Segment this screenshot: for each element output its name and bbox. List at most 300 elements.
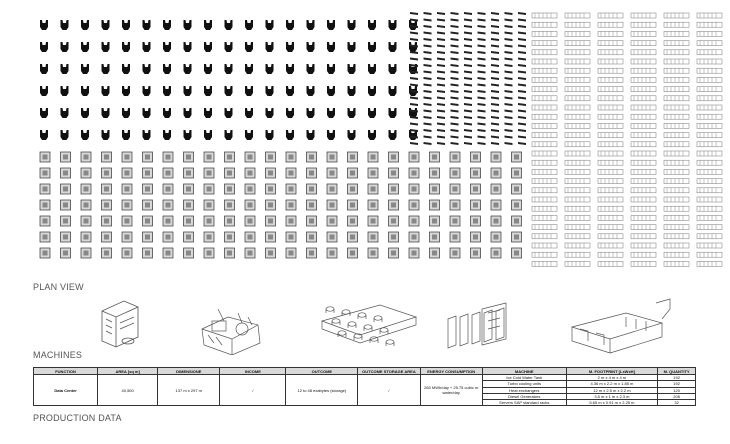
turbo-mark	[491, 19, 499, 22]
tank-mark	[122, 64, 130, 74]
tank-grid	[40, 20, 417, 140]
rack-mark	[664, 68, 689, 73]
generator-mark	[471, 248, 481, 258]
turbo-mark	[478, 123, 486, 126]
tank-mark	[184, 108, 192, 118]
tank-mark	[307, 130, 315, 140]
turbo-unit-grid	[410, 12, 526, 145]
rack-mark	[631, 133, 656, 138]
rack-mark	[664, 261, 689, 266]
turbo-mark	[464, 51, 472, 54]
rack-mark	[697, 105, 722, 110]
generator-mark	[102, 216, 112, 226]
turbo-mark	[437, 142, 445, 145]
turbo-mark	[451, 103, 459, 106]
turbo-mark	[518, 84, 526, 87]
turbo-mark	[424, 25, 432, 28]
rack-mark	[565, 169, 590, 174]
rack-mark	[631, 243, 656, 248]
rack-mark	[565, 41, 590, 46]
rack-mark	[631, 105, 656, 110]
tank-mark	[286, 64, 294, 74]
turbo-mark	[424, 58, 432, 61]
tank-mark	[61, 20, 69, 30]
generator-mark	[266, 216, 276, 226]
generator-mark	[471, 200, 481, 210]
turbo-mark	[464, 38, 472, 41]
tank-mark	[245, 86, 253, 96]
generator-mark	[245, 200, 255, 210]
generator-mark	[204, 168, 214, 178]
rack-mark	[532, 215, 557, 220]
rack-mark	[532, 188, 557, 193]
turbo-mark	[505, 32, 513, 35]
turbo-mark	[518, 90, 526, 93]
rack-mark	[697, 215, 722, 220]
generator-mark	[389, 248, 399, 258]
cell-outcome: 12 to 48 exabytes (storage)	[286, 375, 358, 406]
generator-mark	[409, 184, 419, 194]
generator-mark	[102, 168, 112, 178]
generator-mark	[245, 248, 255, 258]
generator-mark	[204, 152, 214, 162]
turbo-mark	[518, 110, 526, 113]
tank-mark	[163, 86, 171, 96]
tank-mark	[122, 20, 130, 30]
rack-mark	[532, 13, 557, 18]
tank-mark	[389, 130, 397, 140]
turbo-mark	[451, 51, 459, 54]
rack-mark	[631, 13, 656, 18]
turbo-mark	[437, 32, 445, 35]
turbo-mark	[437, 90, 445, 93]
turbo-mark	[478, 38, 486, 41]
tank-mark	[266, 130, 274, 140]
turbo-mark	[464, 84, 472, 87]
cell-footprint: 3.5 m x 1 m x 2.3 m	[566, 393, 658, 399]
rack-mark	[532, 77, 557, 82]
generator-mark	[286, 248, 296, 258]
rack-mark	[697, 59, 722, 64]
rack-mark	[697, 68, 722, 73]
rack-mark	[697, 123, 722, 128]
turbo-mark	[437, 77, 445, 80]
turbo-mark	[451, 19, 459, 22]
plan-view-label: PLAN VIEW	[33, 282, 84, 292]
generator-mark	[143, 152, 153, 162]
turbo-mark	[505, 142, 513, 145]
tank-mark	[143, 130, 151, 140]
turbo-mark	[424, 19, 432, 22]
table-header-row	[34, 368, 696, 375]
tank-mark	[102, 86, 110, 96]
turbo-mark	[410, 77, 418, 80]
turbo-mark	[505, 97, 513, 100]
cell-footprint: 2 m x 4 m x 4 m	[566, 375, 658, 381]
rack-mark	[565, 261, 590, 266]
cell-quantity: 192	[658, 375, 696, 381]
turbo-mark	[451, 38, 459, 41]
turbo-mark	[464, 97, 472, 100]
header-energy: ENERGY CONSUMPTION	[420, 368, 482, 375]
generator-mark	[184, 168, 194, 178]
generator-mark	[184, 184, 194, 194]
generator-mark	[102, 152, 112, 162]
turbo-mark	[491, 97, 499, 100]
tank-mark	[184, 64, 192, 74]
generator-mark	[204, 200, 214, 210]
rack-mark	[532, 243, 557, 248]
turbo-mark	[505, 84, 513, 87]
turbo-mark	[478, 97, 486, 100]
rack-mark	[565, 114, 590, 119]
rack-mark	[598, 105, 623, 110]
turbo-mark	[437, 25, 445, 28]
tank-mark	[163, 42, 171, 52]
generator-mark	[512, 232, 522, 242]
turbo-mark	[464, 77, 472, 80]
turbo-mark	[518, 51, 526, 54]
turbo-mark	[478, 84, 486, 87]
generator-mark	[512, 168, 522, 178]
cell-machine: Servers SAP standard racks	[482, 400, 566, 406]
turbo-mark	[437, 116, 445, 119]
tank-mark	[122, 130, 130, 140]
header-area: AREA [sq m]	[98, 368, 158, 375]
generator-mark	[286, 184, 296, 194]
rack-mark	[598, 41, 623, 46]
tank-mark	[286, 108, 294, 118]
tank-mark	[163, 20, 171, 30]
generator-mark	[307, 248, 317, 258]
rack-mark	[598, 188, 623, 193]
generator-mark	[184, 200, 194, 210]
tank-mark	[225, 108, 233, 118]
generator-mark	[430, 200, 440, 210]
tank-mark	[61, 130, 69, 140]
rack-mark	[697, 179, 722, 184]
rack-mark	[532, 96, 557, 101]
rack-mark	[532, 142, 557, 147]
rack-mark	[664, 197, 689, 202]
tank-mark	[327, 42, 335, 52]
tank-mark	[40, 64, 48, 74]
rack-mark	[631, 206, 656, 211]
turbo-mark	[478, 90, 486, 93]
turbo-mark	[518, 71, 526, 74]
rack-mark	[664, 96, 689, 101]
turbo-mark	[410, 97, 418, 100]
tank-mark	[307, 20, 315, 30]
generator-mark	[40, 232, 50, 242]
generator-mark	[491, 216, 501, 226]
generator-mark	[389, 200, 399, 210]
rack-mark	[697, 142, 722, 147]
turbo-mark	[464, 90, 472, 93]
turbo-mark	[410, 84, 418, 87]
rack-mark	[631, 59, 656, 64]
turbo-mark	[464, 116, 472, 119]
tank-mark	[225, 130, 233, 140]
rack-mark	[565, 96, 590, 101]
rack-mark	[532, 59, 557, 64]
cell-footprint: 12 m x 2.5 m x 2.2 m	[566, 387, 658, 393]
tank-mark	[61, 42, 69, 52]
generator-mark	[61, 248, 71, 258]
generator-mark	[409, 152, 419, 162]
tank-mark	[40, 20, 48, 30]
tank-mark	[368, 130, 376, 140]
header-footprint: M. FOOTPRINT [LxWxH]	[566, 368, 658, 375]
rack-mark	[565, 31, 590, 36]
generator-mark	[122, 216, 132, 226]
turbo-mark	[491, 103, 499, 106]
turbo-mark	[505, 45, 513, 48]
generator-mark	[102, 248, 112, 258]
tank-mark	[327, 64, 335, 74]
generator-mark	[40, 184, 50, 194]
server-rack-drawing	[572, 299, 670, 353]
generator-mark	[348, 152, 358, 162]
tank-mark	[184, 86, 192, 96]
turbo-mark	[518, 64, 526, 67]
generator-mark	[245, 168, 255, 178]
turbo-mark	[451, 123, 459, 126]
turbo-mark	[478, 58, 486, 61]
generator-mark	[450, 248, 460, 258]
turbo-mark	[451, 58, 459, 61]
rack-mark	[565, 234, 590, 239]
tank-mark	[286, 42, 294, 52]
generator-mark	[327, 248, 337, 258]
generator-mark	[225, 152, 235, 162]
tank-mark	[307, 42, 315, 52]
turbo-mark	[437, 64, 445, 67]
turbo-mark	[505, 123, 513, 126]
rack-mark	[532, 234, 557, 239]
turbo-mark	[491, 32, 499, 35]
tank-mark	[122, 86, 130, 96]
turbo-mark	[424, 38, 432, 41]
cell-footprint: 5.65 m x 0.91 m x 2.25 m	[566, 400, 658, 406]
turbo-mark	[451, 32, 459, 35]
turbo-mark	[518, 58, 526, 61]
generator-mark	[327, 152, 337, 162]
tank-mark	[409, 20, 417, 30]
turbo-mark	[491, 84, 499, 87]
turbo-mark	[437, 19, 445, 22]
generator-mark	[430, 248, 440, 258]
header-function: FUNCTION	[34, 368, 98, 375]
cell-quantity: 32	[658, 400, 696, 406]
turbo-mark	[518, 77, 526, 80]
turbo-mark	[437, 38, 445, 41]
tank-mark	[143, 86, 151, 96]
tank-mark	[40, 108, 48, 118]
rack-mark	[631, 179, 656, 184]
rack-mark	[631, 68, 656, 73]
generator-mark	[122, 184, 132, 194]
turbo-mark	[424, 90, 432, 93]
tank-mark	[307, 86, 315, 96]
tank-mark	[327, 130, 335, 140]
rack-mark	[532, 133, 557, 138]
turbo-mark	[424, 116, 432, 119]
rack-mark	[532, 41, 557, 46]
generator-mark	[512, 200, 522, 210]
tank-mark	[163, 130, 171, 140]
turbo-mark	[464, 45, 472, 48]
tank-mark	[286, 20, 294, 30]
rack-mark	[631, 160, 656, 165]
tank-mark	[102, 42, 110, 52]
turbo-mark	[505, 103, 513, 106]
turbo-mark	[505, 129, 513, 132]
turbo-mark	[505, 90, 513, 93]
rack-mark	[664, 22, 689, 27]
tank-mark	[184, 20, 192, 30]
rack-mark	[631, 142, 656, 147]
rack-mark	[697, 50, 722, 55]
generator-mark	[368, 184, 378, 194]
rack-mark	[598, 96, 623, 101]
turbo-mark	[451, 45, 459, 48]
tank-mark	[81, 130, 89, 140]
rack-mark	[532, 261, 557, 266]
turbo-mark	[437, 51, 445, 54]
rack-mark	[565, 215, 590, 220]
turbo-mark	[424, 77, 432, 80]
rack-mark	[565, 87, 590, 92]
turbo-mark	[478, 19, 486, 22]
rack-mark	[697, 41, 722, 46]
generator-mark	[40, 168, 50, 178]
rack-mark	[697, 188, 722, 193]
rack-mark	[598, 77, 623, 82]
generator-mark	[163, 184, 173, 194]
generator-mark	[163, 232, 173, 242]
rack-mark	[697, 31, 722, 36]
turbo-mark	[437, 71, 445, 74]
rack-mark	[664, 179, 689, 184]
tank-mark	[61, 86, 69, 96]
turbo-mark	[478, 71, 486, 74]
turbo-mark	[505, 136, 513, 139]
generator-mark	[163, 168, 173, 178]
turbo-mark	[437, 136, 445, 139]
rack-mark	[664, 225, 689, 230]
tank-mark	[204, 86, 212, 96]
turbo-mark	[464, 58, 472, 61]
rack-mark	[565, 206, 590, 211]
tank-mark	[368, 64, 376, 74]
rack-mark	[664, 142, 689, 147]
tank-mark	[266, 42, 274, 52]
generator-mark	[184, 216, 194, 226]
generator-mark	[204, 216, 214, 226]
turbo-mark	[424, 32, 432, 35]
generator-mark	[368, 200, 378, 210]
tank-mark	[204, 130, 212, 140]
turbo-mark	[424, 84, 432, 87]
turbo-mark	[410, 19, 418, 22]
tank-mark	[266, 108, 274, 118]
cell-area: 40,500	[98, 375, 158, 406]
ice-cold-water-tank-drawing	[102, 301, 138, 347]
rack-mark	[664, 151, 689, 156]
turbo-mark	[505, 71, 513, 74]
tank-mark	[102, 64, 110, 74]
tank-mark	[225, 42, 233, 52]
rack-mark	[631, 169, 656, 174]
rack-mark	[664, 206, 689, 211]
generator-mark	[512, 248, 522, 258]
tank-mark	[245, 64, 253, 74]
rack-mark	[631, 22, 656, 27]
rack-mark	[532, 206, 557, 211]
rack-mark	[532, 114, 557, 119]
turbo-mark	[424, 103, 432, 106]
tank-mark	[102, 108, 110, 118]
generator-mark	[40, 248, 50, 258]
heat-exchanger-drawing	[322, 305, 416, 346]
generator-mark	[286, 168, 296, 178]
turbo-mark	[424, 45, 432, 48]
generator-mark	[368, 248, 378, 258]
tank-mark	[225, 64, 233, 74]
rack-mark	[697, 197, 722, 202]
tank-mark	[266, 20, 274, 30]
turbo-mark	[518, 142, 526, 145]
tank-mark	[40, 42, 48, 52]
generator-mark	[204, 232, 214, 242]
generator-mark	[409, 200, 419, 210]
tank-mark	[143, 20, 151, 30]
rack-mark	[565, 151, 590, 156]
rack-mark	[598, 225, 623, 230]
tank-mark	[307, 64, 315, 74]
generator-mark	[204, 248, 214, 258]
rack-mark	[664, 50, 689, 55]
rack-mark	[565, 13, 590, 18]
rack-mark	[598, 31, 623, 36]
turbo-mark	[478, 45, 486, 48]
generator-mark	[163, 200, 173, 210]
turbo-mark	[424, 123, 432, 126]
rack-mark	[631, 215, 656, 220]
rack-mark	[631, 87, 656, 92]
generator-mark	[225, 200, 235, 210]
generator-mark	[389, 184, 399, 194]
rack-mark	[664, 87, 689, 92]
generator-mark	[430, 216, 440, 226]
generator-mark	[266, 152, 276, 162]
generator-mark	[307, 184, 317, 194]
cell-machine: Ice Cold Water Tank	[482, 375, 566, 381]
generator-mark	[122, 232, 132, 242]
turbo-mark	[451, 97, 459, 100]
generator-mark	[450, 232, 460, 242]
tank-mark	[368, 108, 376, 118]
generator-mark	[102, 200, 112, 210]
generator-mark	[81, 200, 91, 210]
rack-mark	[631, 31, 656, 36]
rack-mark	[565, 123, 590, 128]
rack-mark	[565, 105, 590, 110]
generator-mark	[266, 184, 276, 194]
turbo-mark	[491, 51, 499, 54]
tank-mark	[81, 42, 89, 52]
